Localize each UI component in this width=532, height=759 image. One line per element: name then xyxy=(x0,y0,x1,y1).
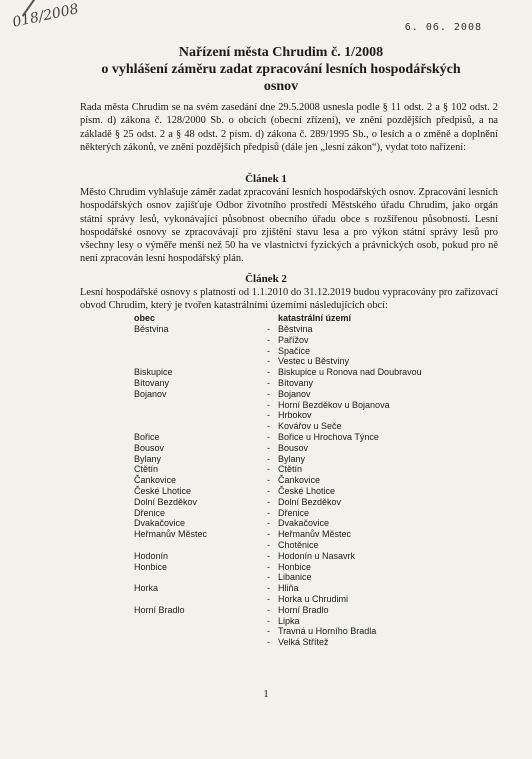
municipality-cell xyxy=(134,346,267,357)
municipality-cell: Bousov xyxy=(134,442,165,453)
column-header-katastralni-uzemi: katastrální území xyxy=(278,313,352,323)
cadastral-area-cell: Libanice xyxy=(278,572,312,583)
cadastral-area-cell: Dvakačovice xyxy=(278,518,330,529)
municipality-cell xyxy=(134,421,267,432)
municipality-cell: České Lhotice xyxy=(134,485,192,496)
table-row xyxy=(134,400,422,411)
table-row xyxy=(134,346,422,357)
article-2-heading: Článek 2 xyxy=(245,273,287,285)
municipality-cell: Bojanov xyxy=(134,388,167,399)
title-line-3: osnov xyxy=(263,79,299,94)
article-2-text: Lesní hospodářské osnovy s platností od 1.1.2010 do 31.12.2019 budou vypracovány pro zařizovací obvod Chrudim, který je tvořen katastrálními územími následujících obcí: xyxy=(80,287,498,312)
date-stamp: 6. 06. 2008 xyxy=(404,22,482,33)
municipality-cell xyxy=(134,626,267,637)
cadastral-area-cell: Čankovice xyxy=(278,475,321,486)
dash-separator: - xyxy=(267,334,270,345)
cadastral-area-cell: Bylany xyxy=(278,453,306,464)
cadastral-area-cell: Heřmanův Městec xyxy=(278,529,352,540)
cadastral-area-cell: Lipka xyxy=(278,615,300,626)
table-row xyxy=(134,378,422,389)
table-row xyxy=(134,529,422,540)
table-row xyxy=(134,356,422,367)
title-line-1: Nařízení města Chrudim č. 1/2008 xyxy=(178,45,384,60)
municipality-cell: Hodonín xyxy=(134,550,169,561)
table-row xyxy=(134,486,422,497)
table-row xyxy=(134,389,422,400)
dash-separator: - xyxy=(267,345,270,356)
municipality-cell xyxy=(134,335,267,346)
dash-separator: - xyxy=(267,421,270,432)
column-header-spacer xyxy=(267,313,278,324)
cadastre-table-body xyxy=(134,324,422,648)
municipality-cell xyxy=(134,637,267,648)
cadastral-area-cell: Horní Bezděkov u Bojanova xyxy=(278,399,390,410)
cadastral-area-cell: Chotěnice xyxy=(278,539,319,550)
dash-separator: - xyxy=(267,572,270,583)
dash-separator: - xyxy=(267,604,270,615)
dash-separator: - xyxy=(267,377,270,388)
cadastre-table xyxy=(134,313,422,648)
cadastral-area-cell: Kovářov u Seče xyxy=(278,421,342,432)
municipality-cell xyxy=(134,594,267,605)
table-row xyxy=(134,562,422,573)
dash-separator: - xyxy=(267,637,270,648)
table-row xyxy=(134,410,422,421)
cadastral-area-cell: Biskupice u Ronova nad Doubravou xyxy=(278,367,422,378)
table-row xyxy=(134,616,422,627)
cadastral-area-cell: Běstvina xyxy=(278,324,313,334)
municipality-cell: Honbice xyxy=(134,561,168,572)
table-row xyxy=(134,551,422,562)
dash-separator: - xyxy=(267,367,270,378)
article-1-heading: Článek 1 xyxy=(245,173,287,185)
dash-separator: - xyxy=(267,324,270,334)
table-row xyxy=(134,572,422,583)
dash-separator: - xyxy=(267,615,270,626)
dash-separator: - xyxy=(267,464,270,475)
municipality-cell: Dřenice xyxy=(134,507,166,518)
dash-separator: - xyxy=(267,529,270,540)
cadastral-area-cell: Pařížov xyxy=(278,334,309,345)
cadastral-area-cell: Hrbokov xyxy=(278,410,312,421)
page-number: 1 xyxy=(263,688,269,700)
dash-separator: - xyxy=(267,507,270,518)
dash-separator: - xyxy=(267,399,270,410)
cadastral-area-cell: Horka u Chrudimi xyxy=(278,593,349,604)
cadastral-area-cell: Velká Střítež xyxy=(278,637,329,648)
municipality-cell xyxy=(134,616,267,627)
table-row xyxy=(134,626,422,637)
municipality-cell: Ctětín xyxy=(134,464,159,475)
cadastral-area-cell: Bousov xyxy=(278,442,309,453)
dash-separator: - xyxy=(267,561,270,572)
document-title xyxy=(60,44,502,95)
intro-paragraph: Rada města Chrudim se na svém zasedání dne 29.5.2008 usnesla podle § 11 odst. 2 a § 102 odst. 2 písm. d) zákona č. 128/2000 Sb. o obcích (obecní zřízení), ve znění pozdějších předpisů, a na základě § 25 odst. 2 a § 48 odst. 2 písm. d) zákona č. 289/1995 Sb., o lesích a o změně a doplnění některých zákonů, ve znění pozdějších předpisů (dále jen „lesní zákon“), vydat toto nařízení: xyxy=(80,102,498,153)
cadastral-area-cell: Ctětín xyxy=(278,464,303,475)
cadastral-area-cell: Dřenice xyxy=(278,507,310,518)
dash-separator: - xyxy=(267,626,270,637)
cadastral-area-cell: Bojanov xyxy=(278,388,311,399)
municipality-cell: Bylany xyxy=(134,453,162,464)
table-row xyxy=(134,594,422,605)
municipality-cell: Bořice xyxy=(134,431,160,442)
dash-separator: - xyxy=(267,496,270,507)
table-row xyxy=(134,497,422,508)
table-row xyxy=(134,454,422,465)
dash-separator: - xyxy=(267,453,270,464)
dash-separator: - xyxy=(267,431,270,442)
municipality-cell: Čankovice xyxy=(134,475,177,486)
municipality-cell xyxy=(134,356,267,367)
dash-separator: - xyxy=(267,388,270,399)
municipality-cell xyxy=(134,400,267,411)
municipality-cell: Heřmanův Městec xyxy=(134,529,208,540)
title-line-2: o vyhlášení záměru zadat zpracování lesních hospodářských xyxy=(101,62,461,77)
municipality-cell: Běstvina xyxy=(134,324,169,334)
cadastral-area-cell: Bořice u Hrochova Týnce xyxy=(278,431,379,442)
table-row xyxy=(134,637,422,648)
dash-separator: - xyxy=(267,475,270,486)
table-row xyxy=(134,367,422,378)
cadastral-area-cell: Travná u Horního Bradla xyxy=(278,626,377,637)
table-row xyxy=(134,335,422,346)
dash-separator: - xyxy=(267,539,270,550)
column-header-obec: obec xyxy=(134,313,156,323)
cadastral-area-cell: Hodonín u Nasavrk xyxy=(278,550,356,561)
municipality-cell: Horní Bradlo xyxy=(134,604,185,615)
table-row xyxy=(134,421,422,432)
municipality-cell: Dolní Bezděkov xyxy=(134,496,198,507)
table-row xyxy=(134,540,422,551)
dash-separator: - xyxy=(267,583,270,594)
table-row xyxy=(134,508,422,519)
dash-separator: - xyxy=(267,485,270,496)
cadastral-area-cell: Hliňa xyxy=(278,583,299,594)
dash-separator: - xyxy=(267,442,270,453)
cadastral-area-cell: Spačice xyxy=(278,345,311,356)
municipality-cell xyxy=(134,572,267,583)
municipality-cell: Dvakačovice xyxy=(134,518,186,529)
municipality-cell: Horka xyxy=(134,583,159,594)
table-row xyxy=(134,583,422,594)
article-1-text: Město Chrudim vyhlašuje záměr zadat zpracování lesních hospodářských osnov. Zpracování lesních hospodářských osnov zajišťuje Odbor životního prostředí Městského úřadu Chrudim, jako orgán státní správy lesů, vykonávající působnost obecního úřadu obce s rozšířenou působností. Lesní hospodářské osnovy se zpracovávají pro zjištění stavu lesa a pro výkon státní správy lesů pro všechny lesy o výměře menší než 50 ha ve vlastnictví fyzických a právnických osob, pokud pro ně není zpracován lesní hospodářský plán. xyxy=(80,187,498,265)
table-row xyxy=(134,464,422,475)
municipality-cell xyxy=(134,410,267,421)
dash-separator: - xyxy=(267,356,270,367)
dash-separator: - xyxy=(267,550,270,561)
municipality-cell: Bítovany xyxy=(134,377,170,388)
dash-separator: - xyxy=(267,518,270,529)
cadastral-area-cell: České Lhotice xyxy=(278,485,336,496)
table-row xyxy=(134,443,422,454)
cadastral-area-cell: Dolní Bezděkov xyxy=(278,496,342,507)
table-row xyxy=(134,518,422,529)
handwritten-reference: 018/2008 xyxy=(11,1,81,31)
cadastral-area-cell: Honbice xyxy=(278,561,312,572)
table-header-row xyxy=(134,313,422,324)
municipality-cell: Biskupice xyxy=(134,367,173,378)
table-row xyxy=(134,475,422,486)
table-row xyxy=(134,432,422,443)
table-row xyxy=(134,605,422,616)
cadastral-area-cell: Vestec u Běstviny xyxy=(278,356,350,367)
table-row xyxy=(134,324,422,335)
dash-separator: - xyxy=(267,410,270,421)
dash-separator: - xyxy=(267,593,270,604)
cadastral-area-cell: Bítovany xyxy=(278,377,314,388)
municipality-cell xyxy=(134,540,267,551)
cadastral-area-cell: Horní Bradlo xyxy=(278,604,329,615)
